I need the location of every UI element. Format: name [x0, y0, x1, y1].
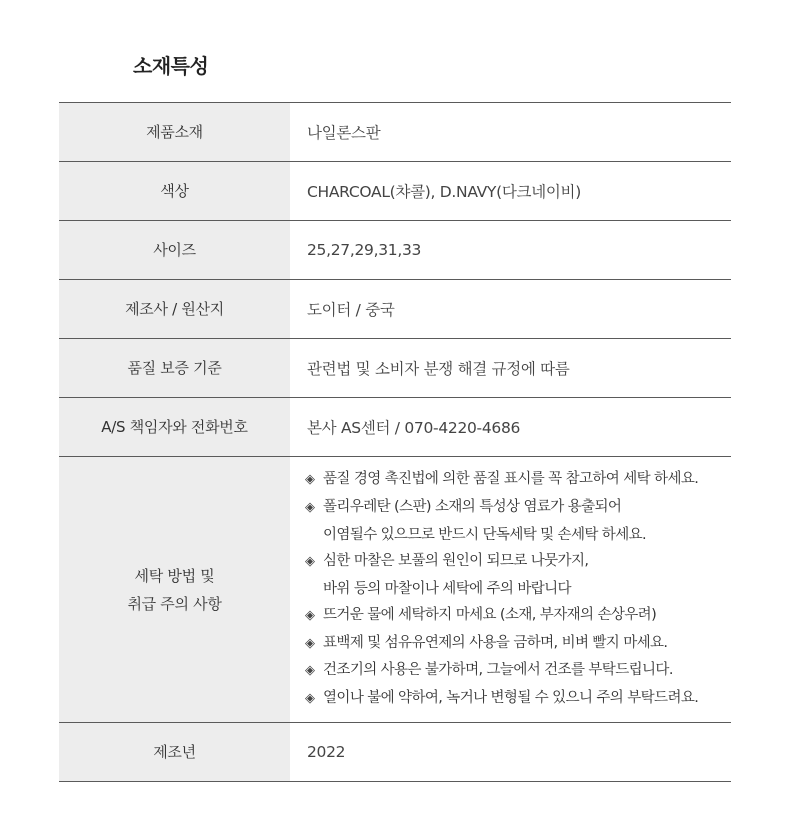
care-item-text: 열이나 불에 약하여, 녹거나 변형될 수 있으니 주의 부탁드려요.	[323, 690, 699, 707]
diamond-bullet-icon: ◈	[305, 663, 315, 679]
spec-label-year: 제조년	[59, 723, 290, 781]
diamond-bullet-icon: ◈	[305, 691, 315, 707]
care-item-text: 건조기의 사용은 불가하며, 그늘에서 건조를 부탁드립니다.	[323, 662, 673, 679]
diamond-bullet-icon: ◈	[305, 499, 315, 515]
spec-label-as-contact: A/S 책임자와 전화번호	[59, 398, 290, 456]
spec-row-as-contact	[59, 398, 731, 457]
spec-label-material: 제품소재	[59, 103, 290, 161]
spec-value-material: 나일론스판	[307, 124, 381, 142]
spec-row-care	[59, 457, 731, 723]
care-item	[305, 466, 698, 494]
care-item-text: 심한 마찰은 보풀의 원인이 되므로 나뭇가지,	[323, 553, 589, 570]
spec-row-size	[59, 221, 731, 280]
diamond-bullet-icon: ◈	[305, 608, 315, 624]
care-item-continuation	[305, 576, 698, 603]
care-item-text: 이염될수 있으므로 반드시 단독세탁 및 손세탁 하세요.	[323, 526, 647, 543]
care-item-continuation	[305, 522, 698, 549]
care-item-text: 표백제 및 섬유유연제의 사용을 금하며, 비벼 빨지 마세요.	[323, 634, 668, 651]
care-instructions-list	[305, 466, 698, 712]
care-item-text: 바위 등의 마찰이나 세탁에 주의 바랍니다	[323, 580, 571, 597]
spec-row-year	[59, 723, 731, 782]
spec-value-size: 25,27,29,31,33	[307, 241, 422, 259]
care-item	[305, 602, 698, 630]
spec-row-material	[59, 103, 731, 162]
spec-row-quality	[59, 339, 731, 398]
care-item-text: 폴리우레탄 (스판) 소재의 특성상 염료가 용출되어	[323, 498, 622, 515]
spec-row-color	[59, 162, 731, 221]
diamond-bullet-icon: ◈	[305, 472, 315, 488]
care-label-line: 취급 주의 사항	[127, 594, 222, 613]
spec-value-as-contact: 본사 AS센터 / 070-4220-4686	[307, 419, 521, 437]
spec-value-year: 2022	[307, 743, 346, 761]
spec-label-color: 색상	[59, 162, 290, 220]
spec-value-care	[290, 457, 731, 722]
diamond-bullet-icon: ◈	[305, 635, 315, 651]
spec-value-quality: 관련법 및 소비자 분쟁 해결 규정에 따름	[307, 360, 570, 378]
care-item	[305, 657, 698, 685]
spec-label-care	[59, 457, 290, 722]
care-item	[305, 494, 698, 522]
diamond-bullet-icon: ◈	[305, 554, 315, 570]
care-item	[305, 685, 698, 713]
spec-table	[59, 102, 731, 782]
care-item	[305, 630, 698, 658]
care-label-line: 세탁 방법 및	[134, 566, 215, 585]
spec-label-size: 사이즈	[59, 221, 290, 279]
care-item	[305, 548, 698, 576]
section-title: 소재특성	[133, 54, 209, 78]
spec-value-color: CHARCOAL(챠콜), D.NAVY(다크네이비)	[307, 183, 581, 201]
spec-label-manufacturer: 제조사 / 원산지	[59, 280, 290, 338]
spec-row-manufacturer	[59, 280, 731, 339]
spec-label-quality: 품질 보증 기준	[59, 339, 290, 397]
spec-value-manufacturer: 도이터 / 중국	[307, 301, 395, 319]
care-item-text: 품질 경영 촉진법에 의한 품질 표시를 꼭 참고하여 세탁 하세요.	[323, 471, 699, 488]
care-item-text: 뜨거운 물에 세탁하지 마세요 (소재, 부자재의 손상우려)	[323, 607, 657, 624]
